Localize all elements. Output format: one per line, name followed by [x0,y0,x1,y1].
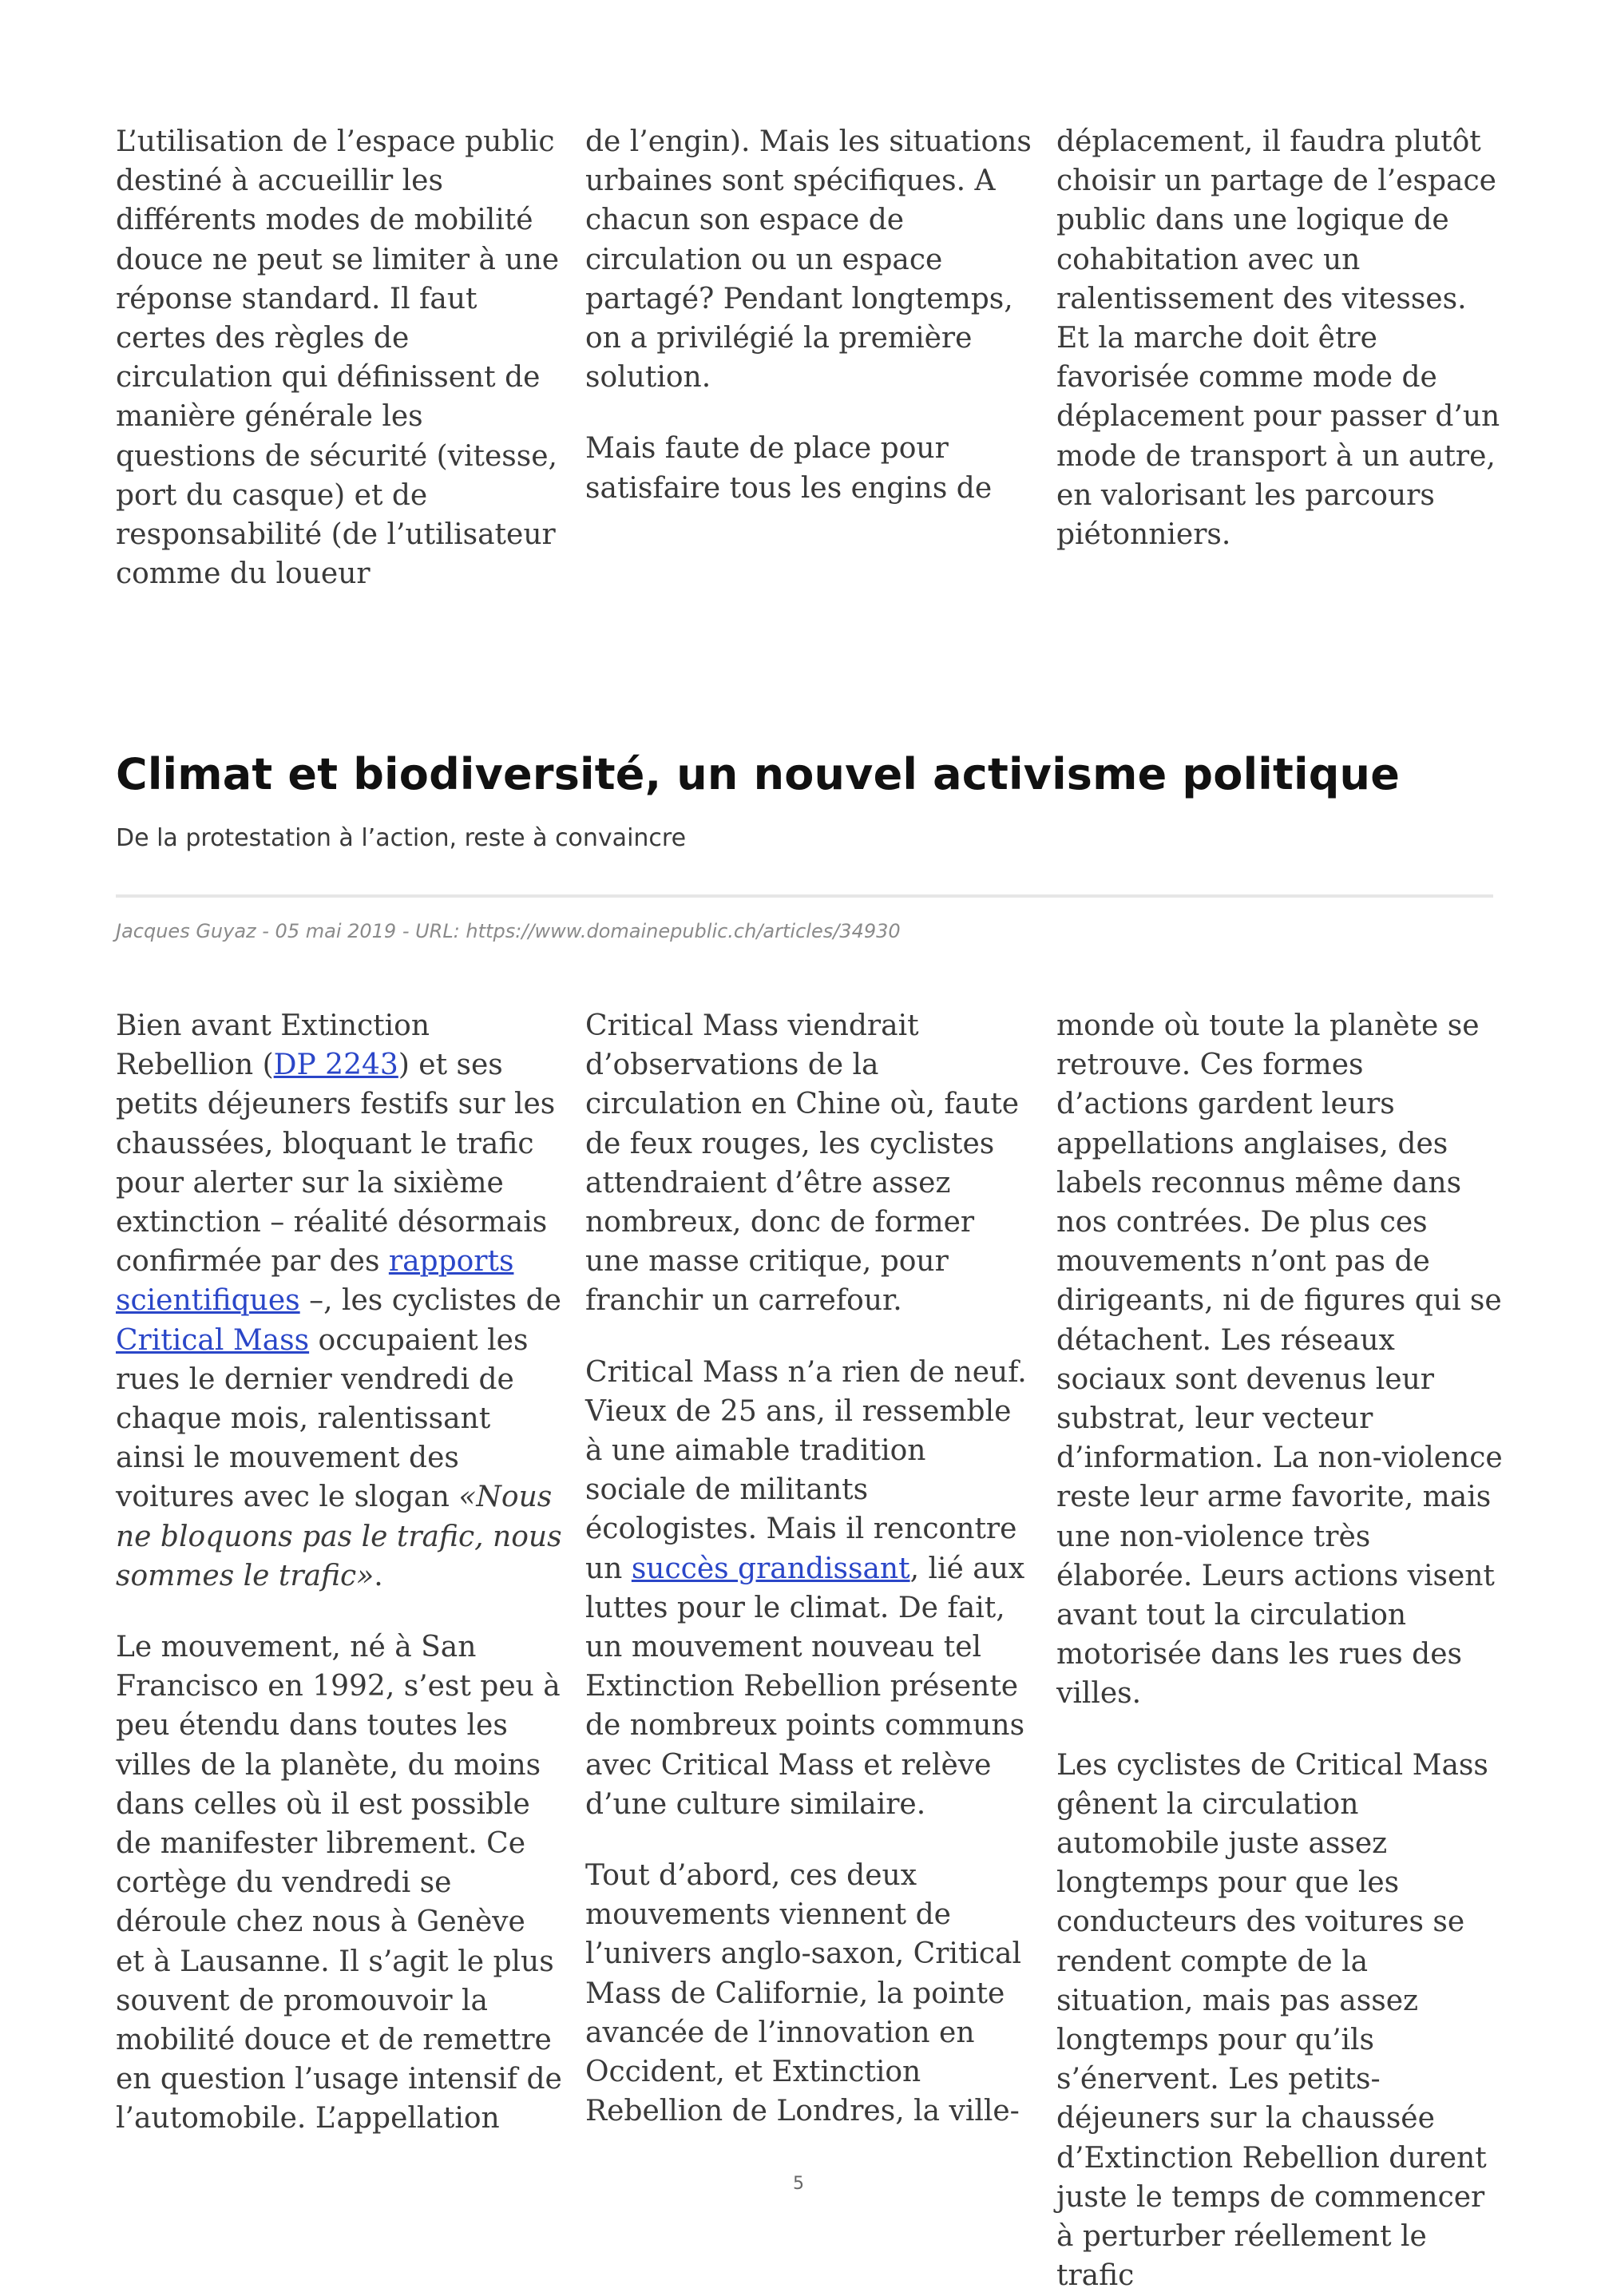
text: ) et ses petits déjeuners festifs sur les chaussées, bloquant le trafic pour alerter sur la sixième extinction – réalité désormais confirmée par des [116,1049,556,1279]
text: Critical Mass n’a rien de neuf. Vieux de 25 ans, il ressemble à une aimable tradition sociale de militants écologistes. Mais il rencontre un [585,1355,1027,1585]
paragraph: Mais faute de place pour satisfaire tous les engins de [585,432,993,505]
text: , lié aux luttes pour le climat. De fait, un mouvement nouveau tel Extinction Rebellion présente de nombreux points communs avec Critical Mass et relève d’une culture similaire. [585,1552,1025,1821]
page-number: 5 [793,2174,804,2194]
article-subtitle: De la protestation à l’action, reste à convaincre [116,824,687,852]
text: –, les cyclistes de [299,1284,561,1318]
article-column-1 [116,1006,563,2139]
paragraph: déplacement, il faudra plutôt choisir un partage de l’espace public dans une logique de cohabitation avec un ralentissement des vitesses. Et la marche doit être favorisée comme mode de déplacement pour passer d’un mode de transport à un autre, en valorisant les parcours piétonniers. [1056,125,1500,552]
link-critical-mass[interactable]: Critical Mass [116,1323,310,1357]
paragraph: Le mouvement, né à San Francisco en 1992, s’est peu à peu étendu dans toutes les villes de la planète, du moins dans celles où il est possible de manifester librement. Ce cortège du vendredi se déroule chez nous à Genève et à Lausanne. Il s’agit le plus souvent de promouvoir la mobilité douce et de remettre en question l’usage intensif de l’automobile. L’appellation [116,1631,562,2135]
prev-article-column-2 [585,122,1032,508]
paragraph [116,1006,563,1596]
article-column-2 [585,1006,1032,2131]
slogan-quote: «Nous ne bloquons pas le trafic, nous sommes le trafic» [116,1481,562,1592]
paragraph: L’utilisation de l’espace public destiné à accueillir les différents modes de mobilité douce ne peut se limiter à une réponse standard. Il faut certes des règles de circulation qui définissent de manière générale les questions de sécurité (vitesse, port du casque) et de responsabilité (de l’utilisateur comme du loueur [116,125,560,591]
prev-article-column-3 [1056,122,1504,554]
paragraph: de l’engin). Mais les situations urbaines sont spécifiques. A chacun son espace de circulation ou un espace partagé? Pendant longtemps, on a privilégié la première solution. [585,125,1032,395]
text: Bien avant Extinction Rebellion ( [116,1009,430,1082]
paragraph: monde où toute la planète se retrouve. Ces formes d’actions gardent leurs appellations anglaises, des labels reconnus même dans nos contrées. De plus ces mouvements n’ont pas de dirigeants, ni de figures qui se détachent. Les réseaux sociaux sont devenus leur substrat, leur vecteur d’information. La non-violence reste leur arme favorite, mais une non-violence très élaborée. Leurs actions visent avant tout la circulation motorisée dans les rues des villes. [1056,1009,1503,1711]
article-column-3 [1056,1006,1504,2296]
prev-article-column-1 [116,122,563,593]
paragraph [585,1353,1032,1824]
text: . [374,1559,383,1592]
text: occupaient les rues le dernier vendredi de chaque mois, ralentissant ainsi le mouvement des voitures avec le slogan [116,1323,529,1514]
paragraph: Tout d’abord, ces deux mouvements viennent de l’univers anglo-saxon, Critical Mass de Californie, la pointe avancée de l’innovation en Occident, et Extinction Rebellion de Londres, la ville- [585,1859,1022,2128]
header-divider [116,894,1493,898]
article-meta: Jacques Guyaz - 05 mai 2019 - URL: https://www.domainepublic.ch/articles/34930 [116,920,901,942]
link-dp-2243[interactable]: DP 2243 [273,1049,398,1082]
article-title: Climat et biodiversité, un nouvel activisme politique [116,749,1401,799]
link-succes-grandissant[interactable]: succès grandissant [631,1552,910,1585]
paragraph: Les cyclistes de Critical Mass gênent la circulation automobile juste assez longtemps pour que les conducteurs des voitures se rendent compte de la situation, mais pas assez longtemps pour qu’ils s’énervent. Les petits-déjeuners sur la chaussée d’Extinction Rebellion durent juste le temps de commencer à perturber réellement le trafic [1056,1748,1488,2293]
link-rapports-scientifiques[interactable]: rapports scientifiques [116,1245,514,1318]
paragraph: Critical Mass viendrait d’observations de la circulation en Chine où, faute de feux rouges, les cyclistes attendraient d’être assez nombreux, donc de former une masse critique, pour franchir un carrefour. [585,1009,1020,1318]
